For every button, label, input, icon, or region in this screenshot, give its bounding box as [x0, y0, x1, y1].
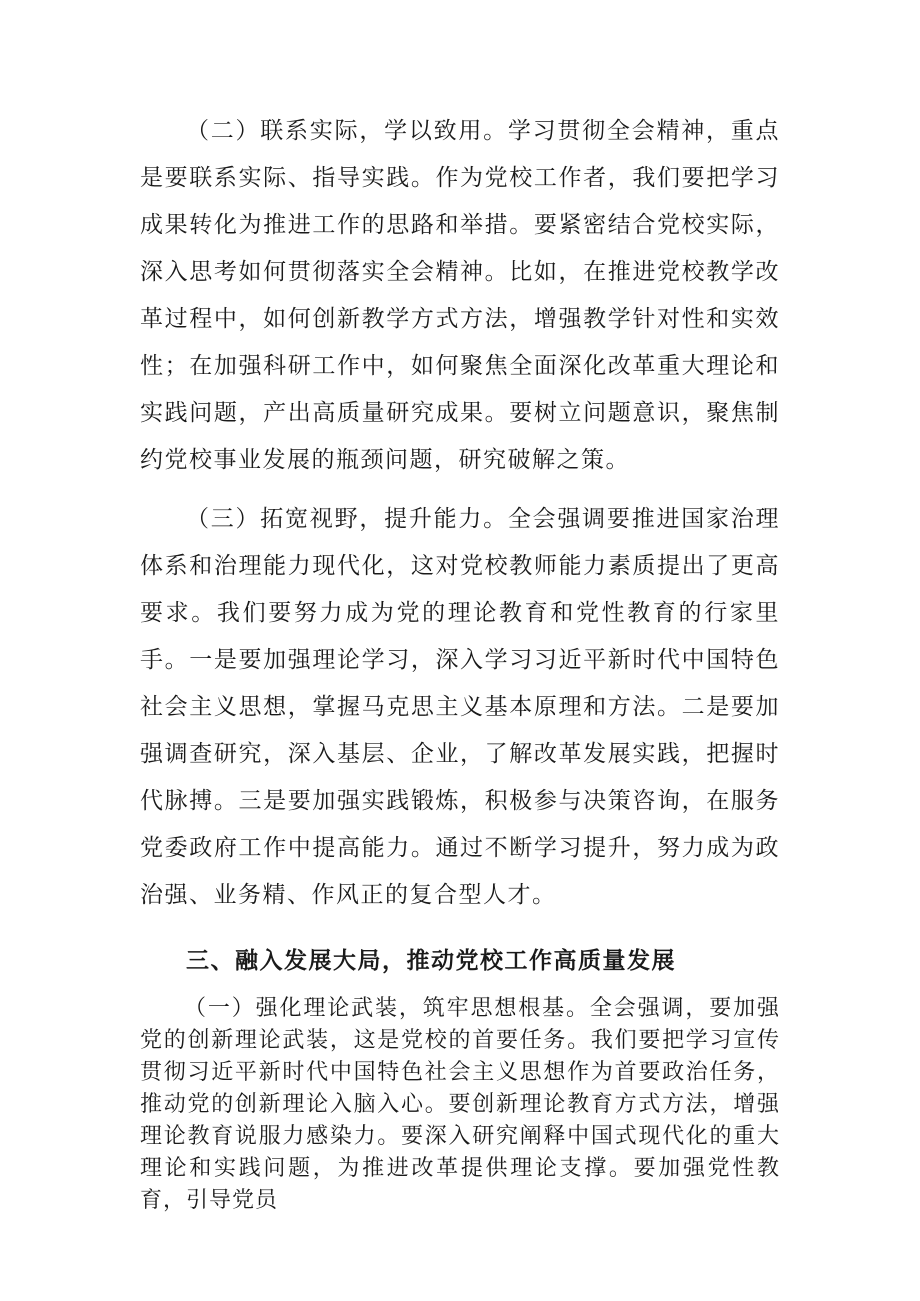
section-heading: 三、融入发展大局，推动党校工作高质量发展 [186, 947, 676, 974]
paragraph-practice: （二）联系实际，学以致用。学习贯彻全会精神，重点是要联系实际、指导实践。作为党校工作者，我们要把学习成果转化为推进工作的思路和举措。要紧密结合党校实际，深入思考如何贯彻落实全会精神。比如，在推进党校教学改革过程中，如何创新教学方式方法，增强教学针对性和实效性；在加强科研工作中，如何聚焦全面深化改革重大理论和实践问题，产出高质量研究成果。要树立问题意识，聚焦制约党校事业发展的瓶颈问题，研究破解之策。 [140, 118, 780, 473]
paragraph-broaden-vision: （三）拓宽视野，提升能力。全会强调要推进国家治理体系和治理能力现代化，这对党校教师能力素质提出了更高要求。我们要努力成为党的理论教育和党性教育的行家里手。一是要加强理论学习，深入学习习近平新时代中国特色社会主义思想，掌握马克思主义基本原理和方法。二是要加强调查研究，深入基层、企业，了解改革发展实践，把握时代脉搏。三是要加强实践锻炼，积极参与决策咨询，在服务党委政府工作中提高能力。通过不断学习提升，努力成为政治强、业务精、作风正的复合型人才。 [140, 506, 780, 908]
paragraph-theory-armament: （一）强化理论武装，筑牢思想根基。全会强调，要加强党的创新理论武装，这是党校的首要任务。我们要把学习宣传贯彻习近平新时代中国特色社会主义思想作为首要政治任务，推动党的创新理论入脑入心。要创新理论教育方式方法，增强理论教育说服力感染力。要深入研究阐释中国式现代化的重大理论和实践问题，为推进改革提供理论支撑。要加强党性教育，引导党员 [140, 996, 780, 1213]
